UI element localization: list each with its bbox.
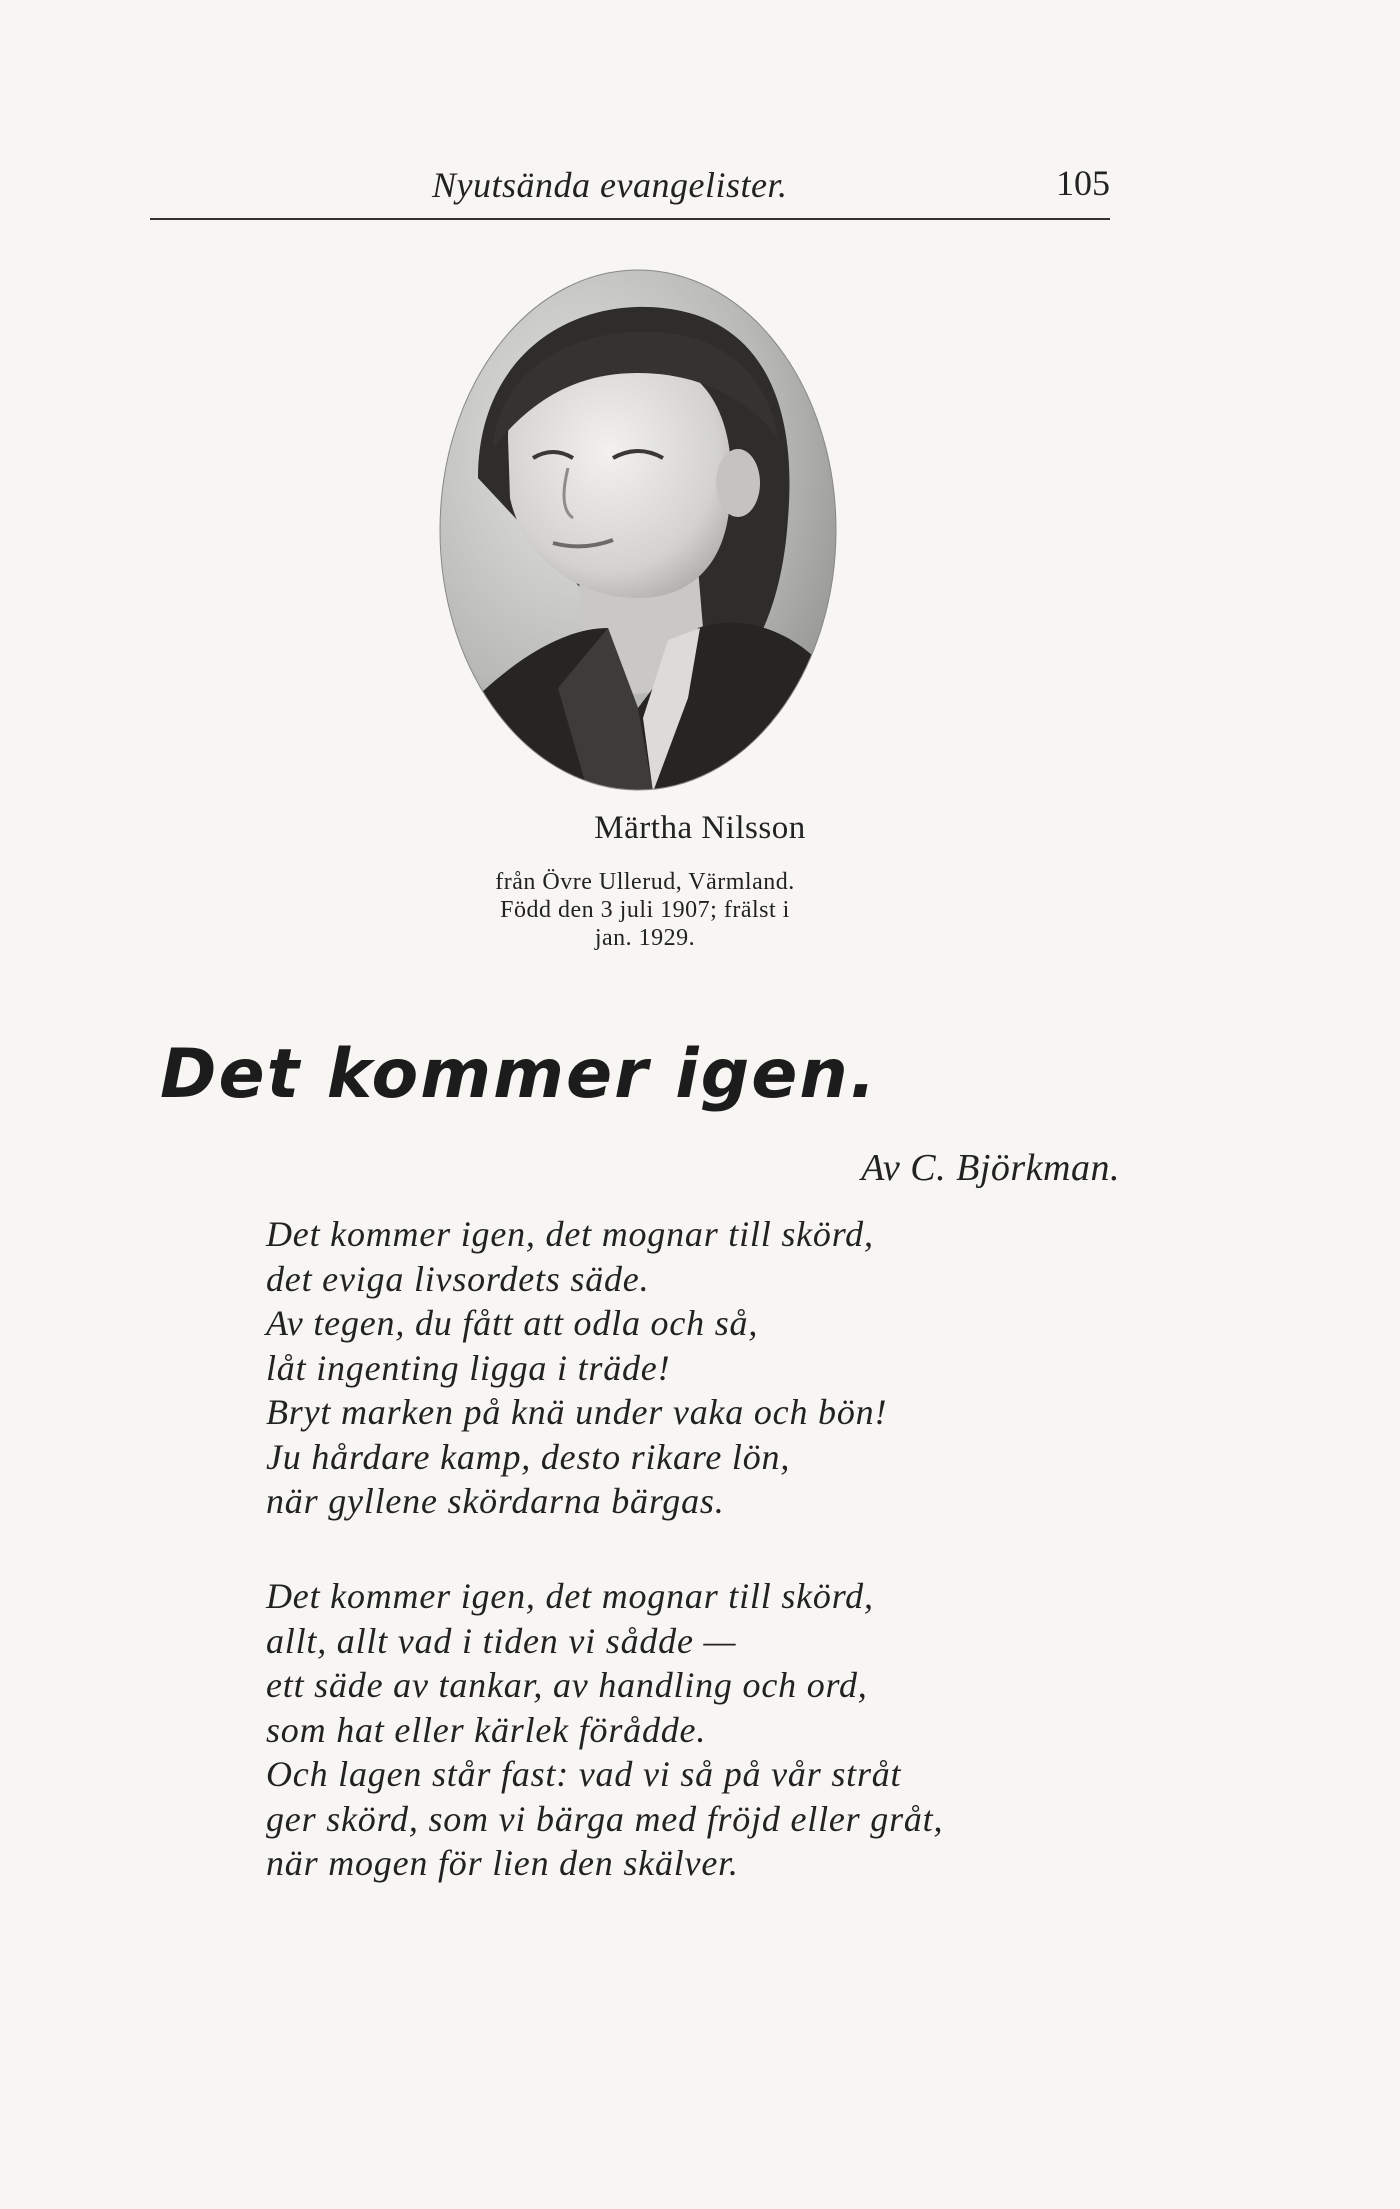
poem-line: Ju hårdare kamp, desto rikare lön,	[266, 1436, 791, 1477]
caption-detail-line: från Övre Ullerud, Värmland.	[495, 869, 795, 895]
poem-title: Det kommer igen.	[160, 1035, 878, 1114]
poem-line: när mogen för lien den skälver.	[266, 1843, 739, 1883]
caption-details	[425, 868, 865, 952]
caption-detail-line: Född den 3 juli 1907; frälst i	[500, 897, 790, 923]
poem-line: när gyllene skördarna bärgas.	[266, 1481, 725, 1521]
caption-detail-line: jan. 1929.	[594, 925, 696, 951]
poem-line: låt ingenting ligga i träde!	[266, 1347, 671, 1388]
page-number: 105	[1056, 163, 1110, 203]
poem-line: Det kommer igen, det mognar till skörd,	[266, 1214, 874, 1254]
portrait-photo	[438, 268, 838, 792]
poem-stanza	[266, 1212, 1066, 1524]
poem-stanza	[266, 1574, 1066, 1886]
poem-line: Och lagen står fast: vad vi så på vår stråt	[266, 1754, 902, 1794]
poem-line: Av tegen, du fått att odla och så,	[266, 1303, 759, 1343]
portrait-photo-icon	[438, 268, 838, 792]
poem-line: allt, allt vad i tiden vi sådde —	[266, 1620, 737, 1661]
running-header	[150, 158, 1110, 220]
poem-line: ger skörd, som vi bärga med fröjd eller gråt,	[266, 1798, 944, 1839]
caption-name: Märtha Nilsson	[594, 810, 806, 846]
poem-line: som hat eller kärlek förådde.	[266, 1709, 707, 1750]
poem-line: ett säde av tankar, av handling och ord,	[266, 1665, 868, 1705]
poem-line: det eviga livsordets säde.	[266, 1258, 650, 1299]
poem-line: Bryt marken på knä under vaka och bön!	[266, 1392, 888, 1432]
poem-author: Av C. Björkman.	[861, 1147, 1120, 1189]
running-title: Nyutsända evangelister.	[432, 165, 788, 205]
poem-line: Det kommer igen, det mognar till skörd,	[266, 1576, 874, 1616]
